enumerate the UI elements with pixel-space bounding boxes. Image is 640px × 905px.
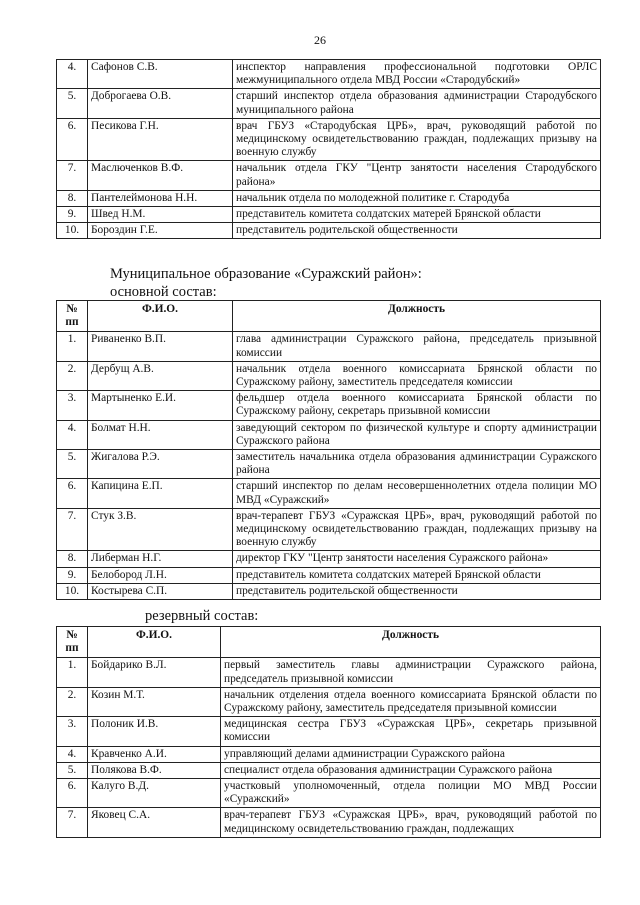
cell-name: Швед Н.М. — [88, 207, 233, 223]
cell-num: 1. — [57, 658, 88, 687]
cell-duty: специалист отдела образования администрации Суражского района — [221, 762, 601, 778]
cell-duty: представитель родительской общественности — [233, 223, 601, 239]
cell-duty: врач-терапевт ГБУЗ «Суражская ЦРБ», врач, руководящий работой по медицинскому освидетельствованию граждан, подлежащих — [221, 808, 601, 837]
table-continued — [56, 59, 601, 239]
cell-num: 8. — [57, 190, 88, 206]
cell-name: Болмат Н.Н. — [88, 420, 233, 449]
table-row — [57, 687, 601, 716]
cell-name: Костырева С.П. — [88, 583, 233, 599]
cell-name: Доброгаева О.В. — [88, 89, 233, 118]
cell-name: Калуго В.Д. — [88, 779, 221, 808]
table-row — [57, 567, 601, 583]
table-row — [57, 658, 601, 687]
column-header-name: Ф.И.О. — [88, 301, 233, 332]
cell-name: Кравченко А.И. — [88, 746, 221, 762]
column-header-duty: Должность — [233, 301, 601, 332]
table-row — [57, 223, 601, 239]
cell-num: 2. — [57, 687, 88, 716]
table-row — [57, 207, 601, 223]
cell-name: Белобород Л.Н. — [88, 567, 233, 583]
cell-num: 9. — [57, 207, 88, 223]
cell-num: 4. — [57, 60, 88, 89]
table-row — [57, 479, 601, 508]
cell-name: Капицина Е.П. — [88, 479, 233, 508]
table-header-row — [57, 627, 601, 658]
cell-num: 5. — [57, 762, 88, 778]
municipality-heading: Муниципальное образование «Суражский район»: — [110, 266, 422, 282]
cell-num: 6. — [57, 779, 88, 808]
cell-name: Маслюченков В.Ф. — [88, 161, 233, 190]
cell-duty: врач-терапевт ГБУЗ «Суражская ЦРБ», врач, руководящий работой по медицинскому освидетельствованию граждан, подлежащих призыву на военную службу — [233, 508, 601, 551]
cell-duty: глава администрации Суражского района, председатель призывной комиссии — [233, 332, 601, 361]
cell-duty: участковый уполномоченный, отдела полиции МО МВД России «Суражский» — [221, 779, 601, 808]
cell-name: Дербущ А.В. — [88, 361, 233, 390]
cell-name: Песикова Г.Н. — [88, 118, 233, 161]
cell-num: 10. — [57, 223, 88, 239]
cell-name: Пантелеймонова Н.Н. — [88, 190, 233, 206]
cell-num: 4. — [57, 746, 88, 762]
reserve-composition-heading: резервный состав: — [145, 608, 259, 624]
main-composition-heading: основной состав: — [110, 284, 217, 300]
cell-duty: старший инспектор по делам несовершеннолетних отдела полиции МО МВД «Суражский» — [233, 479, 601, 508]
table-row — [57, 361, 601, 390]
cell-duty: фельдшер отдела военного комиссариата Брянской области по Суражскому району, секретарь призывной комиссии — [233, 391, 601, 420]
cell-num: 7. — [57, 808, 88, 837]
table-row — [57, 60, 601, 89]
cell-num: 8. — [57, 551, 88, 567]
cell-name: Яковец С.А. — [88, 808, 221, 837]
cell-duty: представитель комитета солдатских матерей Брянской области — [233, 207, 601, 223]
cell-num: 3. — [57, 717, 88, 746]
cell-name: Риваненко В.П. — [88, 332, 233, 361]
cell-duty: начальник отдела военного комиссариата Брянской области по Суражскому району, заместитель председателя комиссии — [233, 361, 601, 390]
table-row — [57, 762, 601, 778]
cell-duty: первый заместитель главы администрации Суражского района, председатель призывной комиссии — [221, 658, 601, 687]
page-number: 26 — [314, 33, 326, 47]
table-row — [57, 89, 601, 118]
table-row — [57, 190, 601, 206]
cell-num: 7. — [57, 508, 88, 551]
cell-duty: представитель родительской общественности — [233, 583, 601, 599]
cell-num: 5. — [57, 89, 88, 118]
column-header-num: № пп — [57, 301, 88, 332]
column-header-duty: Должность — [221, 627, 601, 658]
cell-duty: начальник отделения отдела военного комиссариата Брянской области по Суражскому району, заместитель председателя призывной комиссии — [221, 687, 601, 716]
cell-name: Стук З.В. — [88, 508, 233, 551]
table-row — [57, 161, 601, 190]
cell-name: Полякова В.Ф. — [88, 762, 221, 778]
cell-duty: заместитель начальника отдела образования администрации Суражского района — [233, 450, 601, 479]
table-main-composition — [56, 300, 601, 600]
cell-num: 9. — [57, 567, 88, 583]
cell-duty: инспектор направления профессиональной подготовки ОРЛС межмуниципального отдела МВД России «Стародубский» — [233, 60, 601, 89]
cell-num: 1. — [57, 332, 88, 361]
cell-duty: начальник отдела ГКУ "Центр занятости населения Стародубского района» — [233, 161, 601, 190]
cell-name: Козин М.Т. — [88, 687, 221, 716]
cell-duty: врач ГБУЗ «Стародубская ЦРБ», врач, руководящий работой по медицинскому освидетельствованию граждан, подлежащих призыву на военную службу — [233, 118, 601, 161]
cell-num: 7. — [57, 161, 88, 190]
table-reserve-composition — [56, 626, 601, 838]
cell-name: Сафонов С.В. — [88, 60, 233, 89]
cell-name: Бойдарико В.Л. — [88, 658, 221, 687]
cell-duty: медицинская сестра ГБУЗ «Суражская ЦРБ», секретарь призывной комиссии — [221, 717, 601, 746]
cell-num: 5. — [57, 450, 88, 479]
cell-duty: директор ГКУ "Центр занятости населения Суражского района» — [233, 551, 601, 567]
cell-num: 4. — [57, 420, 88, 449]
table-row — [57, 583, 601, 599]
table-row — [57, 450, 601, 479]
table-row — [57, 420, 601, 449]
table-row — [57, 779, 601, 808]
table-header-row — [57, 301, 601, 332]
cell-name: Полоник И.В. — [88, 717, 221, 746]
cell-num: 3. — [57, 391, 88, 420]
cell-name: Жигалова Р.Э. — [88, 450, 233, 479]
cell-name: Мартыненко Е.И. — [88, 391, 233, 420]
cell-name: Либерман Н.Г. — [88, 551, 233, 567]
cell-duty: управляющий делами администрации Суражского района — [221, 746, 601, 762]
table-row — [57, 391, 601, 420]
cell-num: 10. — [57, 583, 88, 599]
table-row — [57, 717, 601, 746]
table-row — [57, 551, 601, 567]
cell-name: Бороздин Г.Е. — [88, 223, 233, 239]
column-header-num: № пп — [57, 627, 88, 658]
table-row — [57, 118, 601, 161]
cell-duty: представитель комитета солдатских матерей Брянской области — [233, 567, 601, 583]
cell-duty: старший инспектор отдела образования администрации Стародубского муниципального района — [233, 89, 601, 118]
table-row — [57, 808, 601, 837]
column-header-name: Ф.И.О. — [88, 627, 221, 658]
cell-num: 6. — [57, 118, 88, 161]
table-row — [57, 746, 601, 762]
cell-duty: начальник отдела по молодежной политике г. Стародуба — [233, 190, 601, 206]
table-row — [57, 508, 601, 551]
cell-duty: заведующий сектором по физической культуре и спорту администрации Суражского района — [233, 420, 601, 449]
cell-num: 6. — [57, 479, 88, 508]
table-row — [57, 332, 601, 361]
cell-num: 2. — [57, 361, 88, 390]
